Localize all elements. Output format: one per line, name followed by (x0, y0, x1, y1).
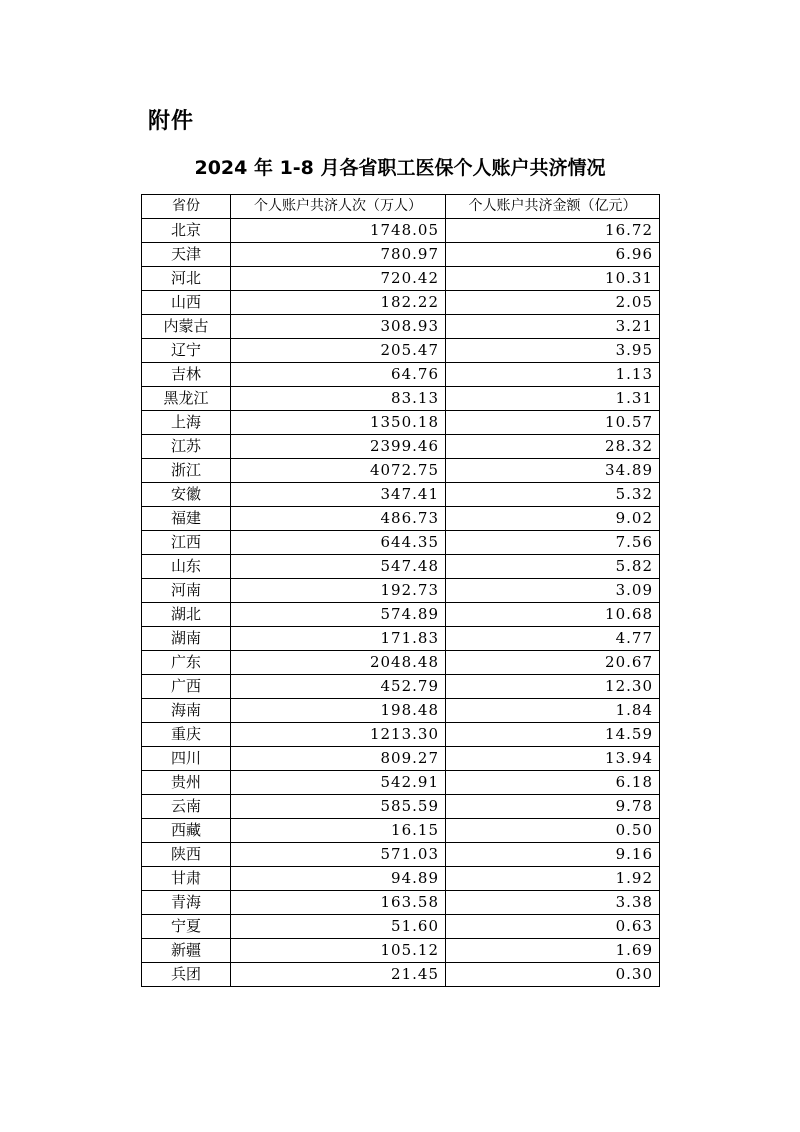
cell-amount: 10.57 (446, 411, 660, 435)
cell-count: 452.79 (231, 675, 446, 699)
cell-province: 云南 (142, 795, 231, 819)
cell-amount: 6.96 (446, 243, 660, 267)
attachment-label: 附件 (148, 109, 195, 134)
cell-count: 105.12 (231, 939, 446, 963)
cell-province: 河南 (142, 579, 231, 603)
cell-province: 辽宁 (142, 339, 231, 363)
cell-count: 4072.75 (231, 459, 446, 483)
cell-count: 644.35 (231, 531, 446, 555)
table-row (142, 675, 660, 699)
cell-count: 64.76 (231, 363, 446, 387)
cell-count: 308.93 (231, 315, 446, 339)
cell-amount: 4.77 (446, 627, 660, 651)
cell-amount: 0.30 (446, 963, 660, 987)
cell-province: 重庆 (142, 723, 231, 747)
cell-province: 甘肃 (142, 867, 231, 891)
table-row (142, 555, 660, 579)
cell-province: 安徽 (142, 483, 231, 507)
cell-count: 163.58 (231, 891, 446, 915)
table-row (142, 867, 660, 891)
cell-count: 1350.18 (231, 411, 446, 435)
cell-count: 182.22 (231, 291, 446, 315)
table-row (142, 339, 660, 363)
cell-province: 吉林 (142, 363, 231, 387)
table-row (142, 915, 660, 939)
table-row (142, 267, 660, 291)
cell-province: 湖北 (142, 603, 231, 627)
cell-count: 780.97 (231, 243, 446, 267)
cell-province: 新疆 (142, 939, 231, 963)
cell-amount: 5.82 (446, 555, 660, 579)
cell-amount: 9.02 (446, 507, 660, 531)
cell-amount: 3.21 (446, 315, 660, 339)
table-row (142, 843, 660, 867)
table-row (142, 819, 660, 843)
cell-count: 486.73 (231, 507, 446, 531)
column-header-province: 省份 (142, 195, 231, 219)
cell-amount: 1.31 (446, 387, 660, 411)
table-row (142, 771, 660, 795)
cell-amount: 0.63 (446, 915, 660, 939)
cell-amount: 14.59 (446, 723, 660, 747)
column-header-amount: 个人账户共济金额（亿元） (446, 195, 660, 219)
cell-province: 江苏 (142, 435, 231, 459)
cell-count: 83.13 (231, 387, 446, 411)
table-row (142, 243, 660, 267)
cell-count: 547.48 (231, 555, 446, 579)
table-row (142, 531, 660, 555)
table-body (142, 219, 660, 987)
cell-amount: 16.72 (446, 219, 660, 243)
cell-amount: 0.50 (446, 819, 660, 843)
cell-amount: 3.38 (446, 891, 660, 915)
table-header (142, 195, 660, 219)
cell-amount: 7.56 (446, 531, 660, 555)
cell-amount: 9.16 (446, 843, 660, 867)
cell-province: 湖南 (142, 627, 231, 651)
cell-count: 16.15 (231, 819, 446, 843)
document-title: 2024 年 1-8 月各省职工医保个人账户共济情况 (194, 157, 606, 179)
table-row (142, 387, 660, 411)
cell-count: 205.47 (231, 339, 446, 363)
table-row (142, 219, 660, 243)
table-row (142, 627, 660, 651)
cell-count: 21.45 (231, 963, 446, 987)
cell-count: 347.41 (231, 483, 446, 507)
cell-province: 内蒙古 (142, 315, 231, 339)
cell-amount: 3.09 (446, 579, 660, 603)
cell-count: 1748.05 (231, 219, 446, 243)
cell-province: 福建 (142, 507, 231, 531)
table-row (142, 939, 660, 963)
cell-amount: 9.78 (446, 795, 660, 819)
table-row (142, 315, 660, 339)
table-row (142, 291, 660, 315)
cell-count: 198.48 (231, 699, 446, 723)
cell-province: 山西 (142, 291, 231, 315)
cell-amount: 20.67 (446, 651, 660, 675)
cell-count: 2399.46 (231, 435, 446, 459)
table-row (142, 747, 660, 771)
table-row (142, 795, 660, 819)
cell-province: 陕西 (142, 843, 231, 867)
table-row (142, 651, 660, 675)
table-row (142, 963, 660, 987)
cell-province: 山东 (142, 555, 231, 579)
cell-count: 51.60 (231, 915, 446, 939)
cell-province: 兵团 (142, 963, 231, 987)
table-header-row (142, 195, 660, 219)
cell-province: 河北 (142, 267, 231, 291)
table-row (142, 435, 660, 459)
cell-amount: 28.32 (446, 435, 660, 459)
cell-province: 广西 (142, 675, 231, 699)
cell-amount: 1.92 (446, 867, 660, 891)
cell-province: 四川 (142, 747, 231, 771)
cell-amount: 2.05 (446, 291, 660, 315)
cell-count: 571.03 (231, 843, 446, 867)
column-header-count: 个人账户共济人次（万人） (231, 195, 446, 219)
cell-count: 720.42 (231, 267, 446, 291)
cell-count: 94.89 (231, 867, 446, 891)
cell-province: 北京 (142, 219, 231, 243)
cell-count: 574.89 (231, 603, 446, 627)
cell-province: 天津 (142, 243, 231, 267)
cell-province: 贵州 (142, 771, 231, 795)
table-row (142, 507, 660, 531)
cell-province: 浙江 (142, 459, 231, 483)
table-row (142, 483, 660, 507)
table-row (142, 723, 660, 747)
cell-province: 江西 (142, 531, 231, 555)
cell-amount: 5.32 (446, 483, 660, 507)
cell-amount: 3.95 (446, 339, 660, 363)
table-row (142, 891, 660, 915)
cell-count: 1213.30 (231, 723, 446, 747)
cell-province: 西藏 (142, 819, 231, 843)
cell-amount: 1.84 (446, 699, 660, 723)
cell-amount: 1.69 (446, 939, 660, 963)
cell-amount: 6.18 (446, 771, 660, 795)
cell-amount: 13.94 (446, 747, 660, 771)
table-row (142, 363, 660, 387)
cell-count: 171.83 (231, 627, 446, 651)
data-table (141, 194, 660, 987)
cell-province: 青海 (142, 891, 231, 915)
cell-province: 黑龙江 (142, 387, 231, 411)
cell-province: 广东 (142, 651, 231, 675)
cell-count: 542.91 (231, 771, 446, 795)
table-row (142, 411, 660, 435)
cell-province: 宁夏 (142, 915, 231, 939)
cell-count: 2048.48 (231, 651, 446, 675)
cell-amount: 10.31 (446, 267, 660, 291)
table-row (142, 459, 660, 483)
cell-amount: 34.89 (446, 459, 660, 483)
table-row (142, 603, 660, 627)
cell-count: 192.73 (231, 579, 446, 603)
cell-amount: 1.13 (446, 363, 660, 387)
table-row (142, 579, 660, 603)
cell-province: 上海 (142, 411, 231, 435)
cell-count: 809.27 (231, 747, 446, 771)
table-row (142, 699, 660, 723)
cell-amount: 12.30 (446, 675, 660, 699)
cell-amount: 10.68 (446, 603, 660, 627)
cell-province: 海南 (142, 699, 231, 723)
cell-count: 585.59 (231, 795, 446, 819)
